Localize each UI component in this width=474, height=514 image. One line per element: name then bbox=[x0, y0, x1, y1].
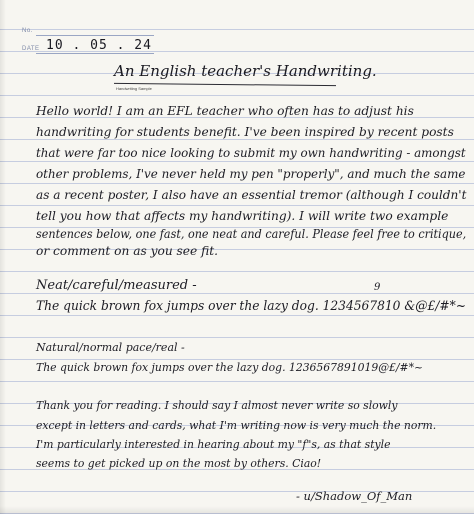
date-label: DATE bbox=[22, 46, 40, 52]
neat-sentence: The quick brown fox jumps over the lazy dog. 1234567810 &@£/#*~ bbox=[36, 299, 466, 314]
closing-line: seems to get picked up on the most by others. Ciao! bbox=[36, 457, 322, 470]
closing-line: except in letters and cards, what I'm writing now is very much the norm. bbox=[36, 419, 437, 432]
page-bottom-shadow bbox=[0, 506, 474, 514]
no-label: No. bbox=[22, 28, 33, 34]
no-rule bbox=[36, 35, 154, 36]
intro-line: other problems, I've never held my pen "properly", and much the same bbox=[36, 167, 466, 181]
intro-line: or comment on as you see fit. bbox=[36, 244, 219, 258]
natural-heading: Natural/normal pace/real - bbox=[36, 341, 185, 354]
neat-superscript: 9 bbox=[374, 282, 381, 293]
signature: - u/Shadow_Of_Man bbox=[296, 489, 413, 503]
page-edge-shadow bbox=[0, 0, 6, 514]
intro-line: as a recent poster, I also have an essential tremor (although I couldn't bbox=[36, 188, 467, 202]
intro-line: sentences below, one fast, one neat and careful. Please feel free to critique, bbox=[36, 227, 467, 241]
natural-sentence: The quick brown fox jumps over the lazy dog. 1236567891019@£/#*~ bbox=[36, 361, 424, 374]
date-rule bbox=[36, 53, 154, 54]
intro-line: Hello world! I am an EFL teacher who often has to adjust his bbox=[36, 104, 414, 118]
intro-line: that were far too nice looking to submit my own handwriting - amongst bbox=[36, 146, 466, 160]
page-title: An English teacher's Handwriting. bbox=[114, 62, 377, 80]
handwriting-stamp: Handwriting Sample bbox=[116, 86, 152, 91]
closing-line: Thank you for reading. I should say I almost never write so slowly bbox=[36, 399, 398, 412]
date-value: 10 . 05 . 24 bbox=[46, 38, 152, 53]
intro-line: tell you how that affects my handwriting). I will write two example bbox=[36, 209, 449, 223]
closing-line: I'm particularly interested in hearing about my "f"s, as that style bbox=[36, 438, 391, 451]
neat-heading: Neat/careful/measured - bbox=[36, 278, 197, 293]
intro-line: handwriting for students benefit. I've been inspired by recent posts bbox=[36, 125, 454, 139]
